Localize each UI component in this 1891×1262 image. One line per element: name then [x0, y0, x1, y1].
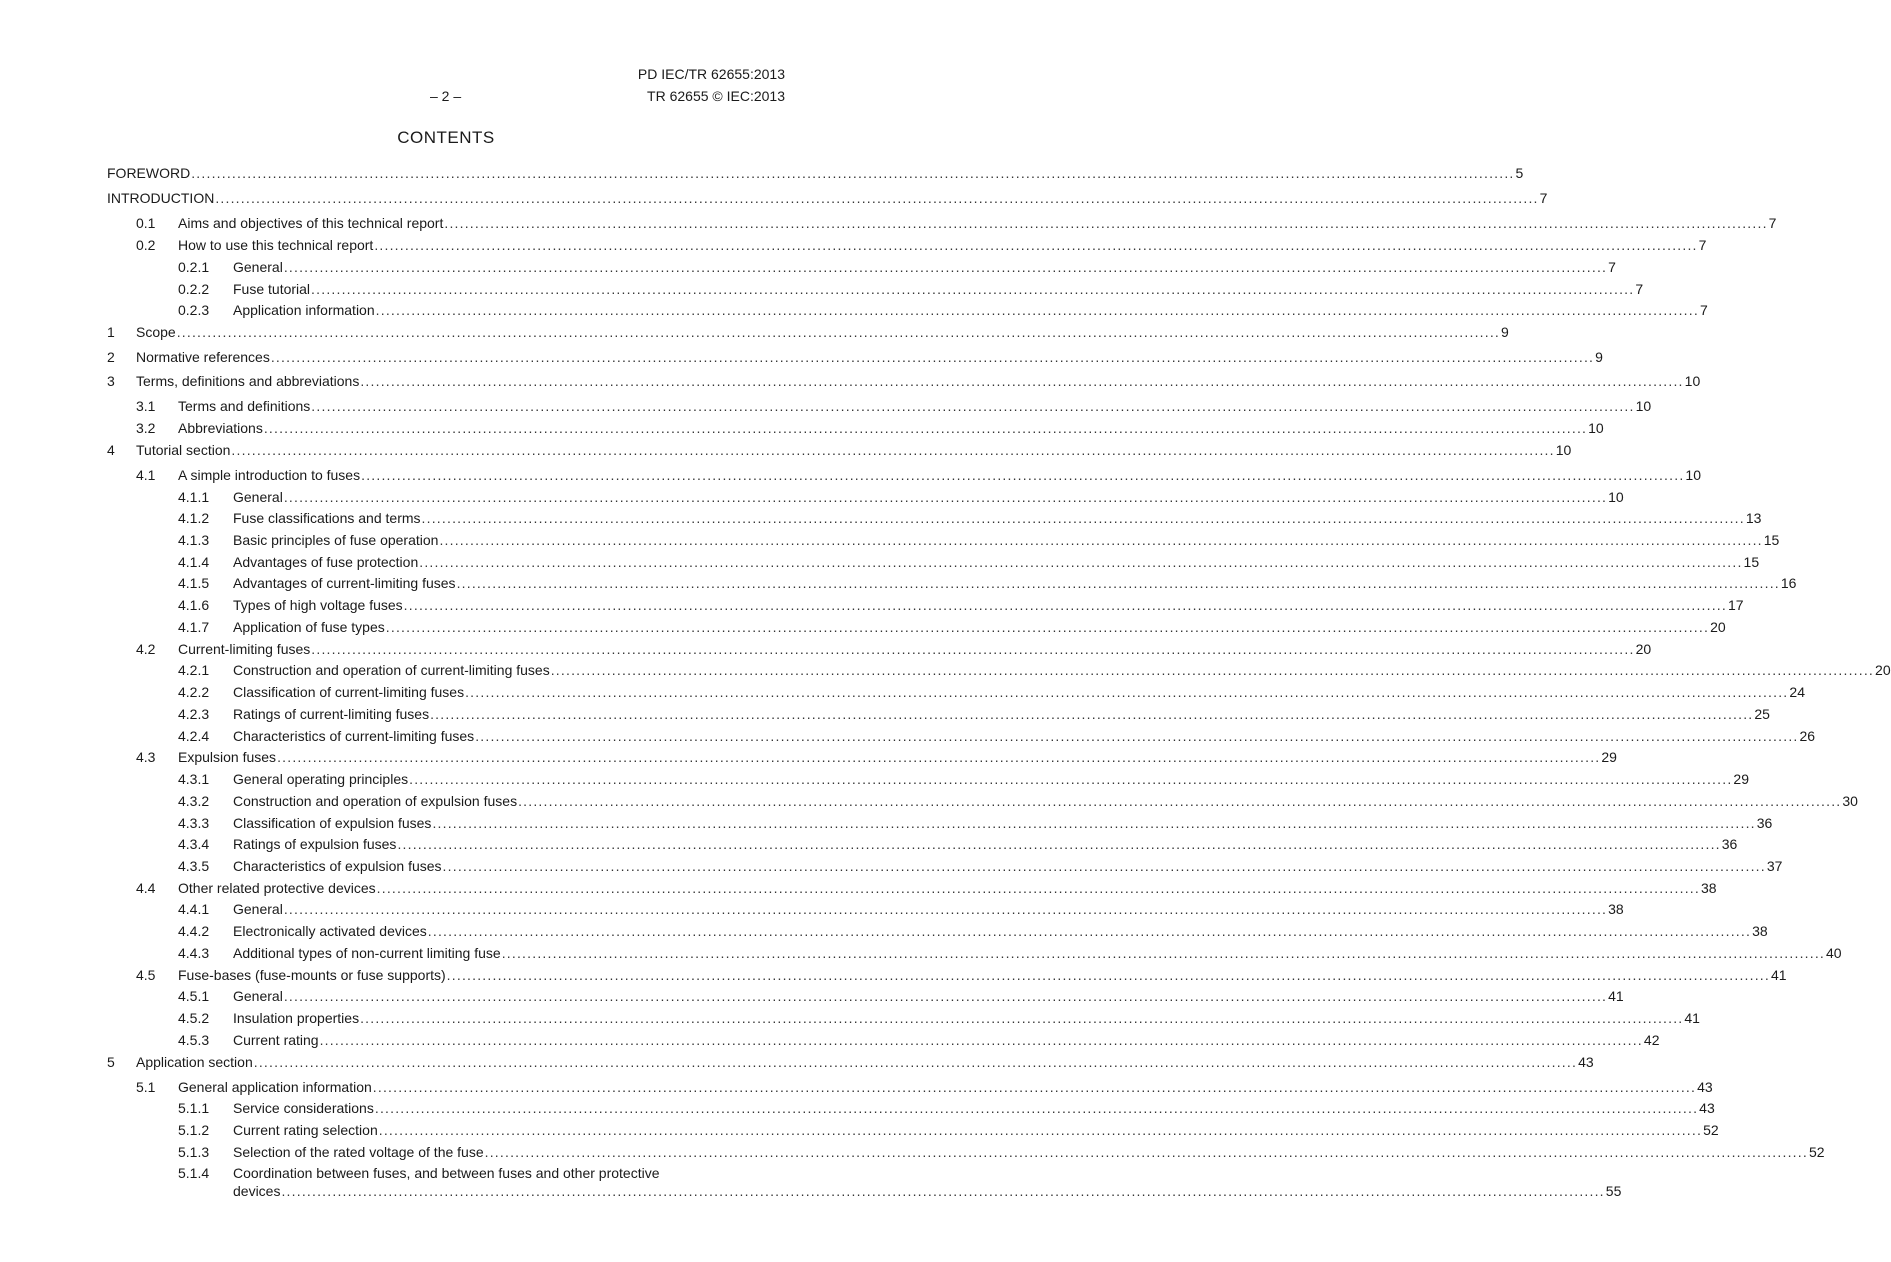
toc-entry-page: 40 [1826, 945, 1842, 961]
toc-entry-title: Application information [233, 302, 375, 318]
toc-entry-title: Electronically activated devices [233, 923, 427, 939]
toc-entry[interactable] [107, 441, 1572, 459]
dot-leader: .................................................................................................................................................................................................................................................................... [378, 1122, 1703, 1138]
toc-entry-number: 0.2.3 [178, 302, 210, 318]
toc-entry-page: 7 [1699, 302, 1708, 318]
toc-entry-title: Tutorial section [136, 442, 231, 458]
toc-entry[interactable] [107, 879, 1717, 897]
dot-leader: .................................................................................................................................................................................................................................................................... [281, 1183, 1605, 1199]
toc-entry-page: 5 [1515, 165, 1524, 181]
toc-entry-page: 7 [1539, 190, 1548, 206]
toc-entry[interactable] [107, 1053, 1594, 1071]
dot-leader: .................................................................................................................................................................................................................................................................... [442, 858, 1766, 874]
toc-entry[interactable] [107, 900, 1624, 918]
toc-entry-page: 38 [1608, 901, 1624, 917]
dot-leader: .................................................................................................................................................................................................................................................................... [385, 619, 1710, 635]
dot-leader: .................................................................................................................................................................................................................................................................... [283, 489, 1608, 505]
toc-entry-title: Current rating [233, 1032, 319, 1048]
toc-entry-number: 4.1.4 [178, 554, 210, 570]
toc-entry-number: 5.1.2 [178, 1122, 210, 1138]
toc-entry-page: 17 [1727, 597, 1744, 613]
dot-leader: .................................................................................................................................................................................................................................................................... [409, 771, 1733, 787]
toc-entry-number: 4.4 [136, 880, 156, 896]
toc-entry[interactable] [107, 280, 1644, 298]
toc-entry[interactable] [107, 835, 1738, 853]
toc-entry-title: Terms and definitions [178, 398, 311, 414]
toc-entry-number: 4.3 [136, 749, 156, 765]
toc-entry-title: Fuse-bases (fuse-mounts or fuse supports) [178, 967, 446, 983]
toc-entry-number: 4.1.6 [178, 597, 210, 613]
toc-entry-page: 20 [1635, 641, 1652, 657]
toc-entry[interactable] [107, 574, 1797, 592]
toc-entry[interactable] [107, 1121, 1719, 1139]
toc-entry[interactable] [107, 640, 1652, 658]
toc-entry[interactable] [107, 531, 1780, 549]
toc-entry[interactable] [107, 770, 1749, 788]
toc-entry-page: 15 [1763, 532, 1780, 548]
toc-entry-number: 4.3.4 [178, 836, 210, 852]
toc-entry-title: Abbreviations [178, 420, 263, 436]
dot-leader: .................................................................................................................................................................................................................................................................... [446, 967, 1770, 983]
toc-entry-page: 10 [1685, 467, 1701, 483]
toc-entry-page: 24 [1789, 684, 1805, 700]
toc-entry-page: 30 [1842, 793, 1858, 809]
dot-leader: .................................................................................................................................................................................................................................................................... [311, 281, 1635, 297]
toc-entry-page: 20 [1875, 662, 1891, 678]
dot-leader: .................................................................................................................................................................................................................................................................... [277, 749, 1601, 765]
toc-entry-title: How to use this technical report [178, 237, 374, 253]
toc-entry-number: 3 [107, 373, 115, 389]
toc-entry-number: 4.5.1 [178, 988, 210, 1004]
toc-entry-number: 2 [107, 349, 115, 365]
dot-leader: .................................................................................................................................................................................................................................................................... [270, 349, 1595, 365]
toc-entry-title: INTRODUCTION [107, 190, 215, 206]
toc-entry[interactable] [107, 944, 1842, 962]
toc-entry-title: Application section [136, 1054, 253, 1070]
dot-leader: .................................................................................................................................................................................................................................................................... [311, 398, 1635, 414]
dot-leader: .................................................................................................................................................................................................................................................................... [176, 324, 1501, 340]
toc-entry-title: Characteristics of expulsion fuses [233, 858, 442, 874]
toc-entry-number: 4.1.1 [178, 489, 210, 505]
toc-entry-page: 7 [1768, 215, 1777, 231]
dot-leader: .................................................................................................................................................................................................................................................................... [550, 662, 1875, 678]
toc-entry-page: 9 [1501, 324, 1509, 340]
toc-entry-page: 29 [1733, 771, 1749, 787]
toc-entry-title: Selection of the rated voltage of the fuse [233, 1144, 484, 1160]
toc-entry-number: 4 [107, 442, 115, 458]
toc-entry[interactable] [107, 236, 1707, 254]
toc-entry[interactable] [107, 748, 1617, 766]
toc-entry[interactable] [107, 553, 1760, 571]
toc-entry[interactable] [107, 466, 1701, 484]
toc-entry-number: 4.1.7 [178, 619, 210, 635]
toc-entry-title: Insulation properties [233, 1010, 360, 1026]
toc-entry-title: A simple introduction to fuses [178, 467, 361, 483]
toc-entry[interactable] [107, 258, 1616, 276]
document-id: PD IEC/TR 62655:2013 [637, 66, 785, 82]
toc-entry[interactable] [107, 509, 1762, 527]
toc-entry-number: 4.3.1 [178, 771, 210, 787]
toc-entry-title: Aims and objectives of this technical report [178, 215, 444, 231]
toc-entry-page: 10 [1588, 420, 1604, 436]
toc-entry[interactable] [107, 189, 1548, 207]
dot-leader: .................................................................................................................................................................................................................................................................... [465, 684, 1789, 700]
toc-entry-page: 42 [1643, 1032, 1660, 1048]
dot-leader: .................................................................................................................................................................................................................................................................... [283, 988, 1608, 1004]
toc-entry-title: Advantages of fuse protection [233, 554, 419, 570]
toc-entry-wrapped[interactable] [178, 1164, 660, 1182]
dot-leader: .................................................................................................................................................................................................................................................................... [375, 302, 1699, 318]
toc-entry-page: 29 [1601, 749, 1617, 765]
toc-entry-title: Current-limiting fuses [178, 641, 311, 657]
toc-entry-title: General [233, 489, 283, 505]
toc-entry-title: Scope [136, 324, 176, 340]
toc-entry-title: Service considerations [233, 1100, 374, 1116]
toc-entry[interactable] [107, 922, 1768, 940]
toc-entry-number: 5.1.3 [178, 1144, 210, 1160]
toc-entry-title: Ratings of current-limiting fuses [233, 706, 430, 722]
dot-leader: .................................................................................................................................................................................................................................................................... [283, 901, 1608, 917]
toc-entry-page: 38 [1700, 880, 1717, 896]
toc-entry-title: General [233, 901, 283, 917]
toc-entry-page: 37 [1766, 858, 1783, 874]
toc-entry-page: 43 [1578, 1054, 1594, 1070]
dot-leader: .................................................................................................................................................................................................................................................................... [215, 190, 1539, 206]
dot-leader: .................................................................................................................................................................................................................................................................... [427, 923, 1752, 939]
dot-leader: .................................................................................................................................................................................................................................................................... [421, 510, 1745, 526]
toc-entry[interactable] [107, 397, 1652, 415]
toc-entry-number: 4.5.2 [178, 1010, 210, 1026]
toc-entry-page: 36 [1721, 836, 1738, 852]
page-number: – 2 – [430, 88, 462, 104]
toc-entry-page: 7 [1608, 259, 1616, 275]
toc-entry-page: 55 [1605, 1183, 1622, 1199]
toc-entry-title: Basic principles of fuse operation [233, 532, 439, 548]
dot-leader: .................................................................................................................................................................................................................................................................... [430, 706, 1754, 722]
toc-entry[interactable] [107, 372, 1701, 390]
toc-entry-title: Classification of expulsion fuses [233, 815, 432, 831]
toc-entry-number: 4.2.1 [178, 662, 210, 678]
dot-leader: .................................................................................................................................................................................................................................................................... [501, 945, 1826, 961]
dot-leader: .................................................................................................................................................................................................................................................................... [283, 259, 1608, 275]
toc-entry-title: Characteristics of current-limiting fuses [233, 728, 475, 744]
toc-entry-title: General [233, 988, 283, 1004]
toc-entry[interactable] [107, 1099, 1715, 1117]
toc-entry-page: 15 [1743, 554, 1760, 570]
toc-entry-page: 52 [1808, 1144, 1825, 1160]
toc-entry-number: 5.1 [136, 1079, 156, 1095]
dot-leader: .................................................................................................................................................................................................................................................................... [484, 1144, 1808, 1160]
dot-leader: .................................................................................................................................................................................................................................................................... [374, 1100, 1699, 1116]
toc-entry-page: 36 [1756, 815, 1773, 831]
toc-entry[interactable] [107, 348, 1603, 366]
toc-entry-number: 0.1 [136, 215, 156, 231]
toc-entry[interactable] [107, 1143, 1825, 1161]
toc-entry[interactable] [107, 705, 1770, 723]
toc-entry-title: Fuse tutorial [233, 281, 311, 297]
toc-entry-page: 13 [1745, 510, 1762, 526]
toc-entry[interactable] [107, 301, 1708, 319]
toc-entry-number: 4.1 [136, 467, 156, 483]
toc-entry-title: General [233, 259, 283, 275]
dot-leader: .................................................................................................................................................................................................................................................................... [419, 554, 1743, 570]
toc-entry-page: 10 [1555, 442, 1572, 458]
toc-entry[interactable] [107, 683, 1805, 701]
toc-entry-page: 16 [1780, 575, 1797, 591]
dot-leader: .................................................................................................................................................................................................................................................................... [439, 532, 1763, 548]
toc-entry-title: devices [233, 1183, 281, 1199]
toc-entry[interactable] [107, 727, 1816, 745]
toc-entry-number: 4.2.2 [178, 684, 210, 700]
toc-entry-title: Normative references [136, 349, 270, 365]
toc-entry-title: Terms, definitions and abbreviations [136, 373, 360, 389]
toc-entry-title: Fuse classifications and terms [233, 510, 421, 526]
toc-entry-title: General application information [178, 1079, 372, 1095]
toc-entry-page: 52 [1703, 1122, 1719, 1138]
toc-entry[interactable] [107, 596, 1744, 614]
toc-entry-number: 4.3.5 [178, 858, 210, 874]
dot-leader: .................................................................................................................................................................................................................................................................... [361, 467, 1685, 483]
toc-entry-page: 10 [1684, 373, 1701, 389]
toc-entry-number: 3.2 [136, 420, 156, 436]
toc-entry-number: 4.2 [136, 641, 156, 657]
toc-entry-number: 4.3.3 [178, 815, 210, 831]
toc-entry-number: 4.5 [136, 967, 156, 983]
dot-leader: .................................................................................................................................................................................................................................................................... [397, 836, 1721, 852]
dot-leader: .................................................................................................................................................................................................................................................................... [475, 728, 1799, 744]
toc-entry[interactable] [107, 814, 1773, 832]
toc-entry-number: 4.4.2 [178, 923, 210, 939]
dot-leader: .................................................................................................................................................................................................................................................................... [253, 1054, 1578, 1070]
dot-leader: .................................................................................................................................................................................................................................................................... [311, 641, 1635, 657]
toc-entry-page: 43 [1699, 1100, 1715, 1116]
toc-entry-title: Classification of current-limiting fuses [233, 684, 465, 700]
dot-leader: .................................................................................................................................................................................................................................................................... [374, 237, 1698, 253]
dot-leader: .................................................................................................................................................................................................................................................................... [444, 215, 1768, 231]
dot-leader: .................................................................................................................................................................................................................................................................... [372, 1079, 1697, 1095]
toc-entry-number: 5.1.1 [178, 1100, 210, 1116]
toc-entry-page: 26 [1799, 728, 1816, 744]
toc-entry[interactable] [107, 214, 1777, 232]
toc-entry-page: 7 [1698, 237, 1707, 253]
toc-entry-title: Current rating selection [233, 1122, 378, 1138]
toc-entry-number: 4.1.3 [178, 532, 210, 548]
toc-entry[interactable] [107, 1009, 1700, 1027]
toc-entry-number: 0.2 [136, 237, 156, 253]
toc-entry-title: Application of fuse types [233, 619, 385, 635]
toc-entry-page: 25 [1754, 706, 1770, 722]
dot-leader: .................................................................................................................................................................................................................................................................... [191, 165, 1515, 181]
toc-entry-page: 7 [1635, 281, 1644, 297]
toc-entry-number: 0.2.2 [178, 281, 210, 297]
toc-entry-number: 0.2.1 [178, 259, 210, 275]
toc-entry-title: FOREWORD [107, 165, 191, 181]
copyright-line: TR 62655 © IEC:2013 [647, 88, 785, 104]
dot-leader: .................................................................................................................................................................................................................................................................... [263, 420, 1588, 436]
toc-entry[interactable] [107, 857, 1783, 875]
toc-entry-number: 4.1.5 [178, 575, 210, 591]
toc-entry-page: 20 [1710, 619, 1726, 635]
toc-entry[interactable] [107, 419, 1604, 437]
toc-entry-number: 1 [107, 324, 115, 340]
toc-entry-page: 41 [1608, 988, 1624, 1004]
toc-entry-number: 4.2.3 [178, 706, 210, 722]
dot-leader: .................................................................................................................................................................................................................................................................... [456, 575, 1780, 591]
toc-entry[interactable] [107, 1031, 1660, 1049]
toc-entry-number: 5 [107, 1054, 115, 1070]
toc-entry-title: Construction and operation of current-limiting fuses [233, 662, 550, 678]
toc-entry-number: 3.1 [136, 398, 156, 414]
toc-entry-title: Other related protective devices [178, 880, 376, 896]
toc-entry-page: 10 [1608, 489, 1624, 505]
dot-leader: .................................................................................................................................................................................................................................................................... [319, 1032, 1643, 1048]
toc-entry-page: 10 [1635, 398, 1652, 414]
toc-entry-page: 43 [1697, 1079, 1713, 1095]
toc-entry-number: 4.2.4 [178, 728, 210, 744]
toc-entry-title: Additional types of non-current limiting fuse [233, 945, 501, 961]
toc-entry-page: 41 [1684, 1010, 1700, 1026]
toc-entry-number: 4.4.3 [178, 945, 210, 961]
toc-entry-title: General operating principles [233, 771, 409, 787]
toc-entry[interactable] [107, 323, 1509, 341]
dot-leader: .................................................................................................................................................................................................................................................................... [360, 1010, 1684, 1026]
toc-entry-page: 9 [1595, 349, 1603, 365]
dot-leader: .................................................................................................................................................................................................................................................................... [403, 597, 1727, 613]
toc-entry-page: 41 [1770, 967, 1787, 983]
dot-leader: .................................................................................................................................................................................................................................................................... [432, 815, 1756, 831]
toc-entry-number: 4.4.1 [178, 901, 210, 917]
toc-entry[interactable] [107, 661, 1891, 679]
dot-leader: .................................................................................................................................................................................................................................................................... [231, 442, 1555, 458]
toc-entry-continuation[interactable] [233, 1182, 1622, 1200]
toc-entry-title: Construction and operation of expulsion fuses [233, 793, 518, 809]
toc-entry-title: Ratings of expulsion fuses [233, 836, 397, 852]
toc-entry-title: Expulsion fuses [178, 749, 277, 765]
toc-entry-number: 4.3.2 [178, 793, 210, 809]
dot-leader: .................................................................................................................................................................................................................................................................... [360, 373, 1684, 389]
toc-entry[interactable] [107, 1078, 1713, 1096]
dot-leader: .................................................................................................................................................................................................................................................................... [518, 793, 1842, 809]
toc-entry[interactable] [107, 966, 1787, 984]
toc-entry-title: Advantages of current-limiting fuses [233, 575, 456, 591]
toc-entry-number: 4.1.2 [178, 510, 210, 526]
toc-entry-page: 38 [1752, 923, 1768, 939]
toc-entry[interactable] [107, 164, 1524, 182]
contents-heading: CONTENTS [397, 128, 495, 147]
toc-entry-number: 5.1.4 [178, 1165, 210, 1181]
toc-entry[interactable] [107, 488, 1624, 506]
toc-entry[interactable] [107, 987, 1624, 1005]
dot-leader: .................................................................................................................................................................................................................................................................... [376, 880, 1700, 896]
toc-entry[interactable] [107, 792, 1858, 810]
toc-entry-number: 4.5.3 [178, 1032, 210, 1048]
toc-entry[interactable] [107, 618, 1726, 636]
toc-entry-title: Coordination between fuses, and between fuses and other protective [233, 1165, 660, 1181]
toc-entry-title: Types of high voltage fuses [233, 597, 403, 613]
